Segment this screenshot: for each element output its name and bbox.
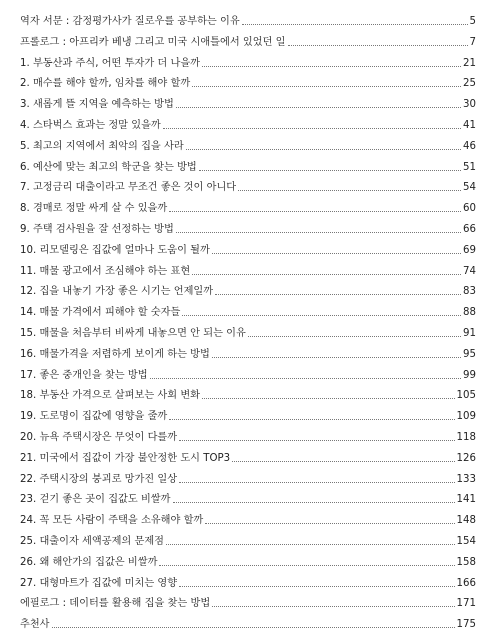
dot-leader: [202, 66, 461, 67]
toc-entry: [20, 511, 476, 527]
toc-entry-title: 17. 좋은 중개인을 찾는 방법: [20, 369, 148, 381]
toc-entry-title: 19. 도로명이 집값에 영향을 줄까: [20, 411, 168, 423]
toc-entry: [20, 449, 476, 465]
toc-entry-page: 21: [463, 57, 476, 69]
dot-leader: [232, 461, 454, 462]
toc-entry: [20, 532, 476, 548]
toc-entry-page: 30: [463, 99, 476, 111]
toc-entry: [20, 615, 476, 631]
dot-leader: [199, 170, 461, 171]
dot-leader: [150, 378, 461, 379]
toc-entry-page: 141: [456, 494, 476, 506]
toc-entry: [20, 574, 476, 590]
toc-entry-page: 148: [456, 515, 476, 527]
dot-leader: [159, 565, 454, 566]
toc-entry-page: 25: [463, 78, 476, 90]
dot-leader: [248, 336, 461, 337]
dot-leader: [212, 357, 461, 358]
toc-entry: [20, 490, 476, 506]
toc-entry-page: 99: [463, 369, 476, 381]
toc-entry: [20, 158, 476, 174]
toc-entry-page: 109: [456, 411, 476, 423]
toc-entry: [20, 282, 476, 298]
toc-entry-page: 7: [469, 36, 476, 48]
dot-leader: [186, 149, 461, 150]
dot-leader: [169, 211, 461, 212]
dot-leader: [238, 190, 461, 191]
toc-entry-title: 12. 집을 내놓기 가장 좋은 시기는 언제일까: [20, 286, 214, 298]
toc-entry-title: 16. 매물가격을 저렴하게 보이게 하는 방법: [20, 348, 210, 360]
toc-entry-title: 18. 부동산 가격으로 살펴보는 사회 변화: [20, 390, 201, 402]
toc-entry-page: 41: [463, 120, 476, 131]
toc-entry-page: 83: [463, 286, 476, 298]
toc-entry: [20, 428, 476, 444]
toc-entry-title: 4. 스타벅스 효과는 정말 있을까: [20, 120, 161, 131]
toc-entry-title: 프롤로그 : 아프리카 베냉 그리고 미국 시애틀에서 있었던 일: [20, 36, 286, 48]
toc-entry-title: 8. 경매로 정말 싸게 살 수 있을까: [20, 203, 168, 215]
toc-entry: [20, 324, 476, 340]
dot-leader: [176, 232, 461, 233]
toc-entry: [20, 386, 476, 402]
dot-leader: [173, 502, 455, 503]
toc-entry: [20, 594, 476, 610]
toc-entry-title: 에필로그 : 데이터를 활용해 집을 찾는 방법: [20, 598, 211, 610]
toc-entry-page: 66: [463, 224, 476, 235]
toc-entry-page: 46: [463, 140, 476, 152]
dot-leader: [179, 586, 454, 587]
toc-entry-title: 9. 주택 검사원을 잘 선정하는 방법: [20, 224, 174, 235]
toc-entry: [20, 54, 476, 70]
dot-leader: [192, 86, 461, 87]
toc-entry-title: 10. 리모델링은 집값에 얼마나 도움이 될까: [20, 244, 210, 256]
toc-entry-page: 5: [469, 16, 476, 27]
toc-entry-title: 역자 서문 : 감정평가사가 질로우를 공부하는 이유: [20, 16, 240, 27]
toc-entry: [20, 74, 476, 90]
toc-entry: [20, 262, 476, 278]
toc-entry-title: 11. 매물 광고에서 조심해야 하는 표현: [20, 265, 191, 277]
toc-entry-title: 25. 대출이자 세액공제의 문제점: [20, 536, 165, 547]
toc-entry-page: 118: [456, 432, 476, 443]
dot-leader: [179, 440, 454, 441]
toc-entry: [20, 407, 476, 423]
toc-entry-page: 95: [463, 348, 476, 360]
toc-entry: [20, 116, 476, 132]
toc-entry: [20, 220, 476, 236]
dot-leader: [212, 253, 461, 254]
toc-entry-page: 171: [456, 598, 476, 610]
dot-leader: [166, 544, 455, 545]
dot-leader: [52, 627, 455, 628]
dot-leader: [179, 482, 454, 483]
dot-leader: [202, 398, 455, 399]
toc-entry-page: 69: [463, 244, 476, 256]
toc-entry: [20, 12, 476, 28]
toc-entry: [20, 303, 476, 319]
dot-leader: [212, 606, 454, 607]
toc-entry: [20, 137, 476, 153]
toc-entry-page: 105: [456, 390, 476, 402]
toc-entry-title: 24. 꼭 모든 사람이 주택을 소유해야 할까: [20, 515, 204, 527]
toc-entry-title: 21. 미국에서 집값이 가장 불안정한 도시 TOP3: [20, 452, 231, 464]
toc-entry-title: 6. 예산에 맞는 최고의 학군을 찾는 방법: [20, 161, 197, 173]
toc-entry-title: 26. 왜 해안가의 집값은 비쌀까: [20, 556, 158, 568]
toc-entry-page: 133: [456, 473, 476, 485]
toc-entry-title: 23. 걷기 좋은 곳이 집값도 비쌀까: [20, 494, 171, 506]
toc-entry: [20, 33, 476, 49]
toc-entry-page: 88: [463, 307, 476, 319]
toc-entry-title: 22. 주택시장의 붕괴로 망가진 일상: [20, 473, 178, 485]
toc-entry-page: 166: [456, 577, 476, 589]
dot-leader: [192, 274, 461, 275]
toc-entry: [20, 241, 476, 257]
toc-entry-title: 15. 매물을 처음부터 비싸게 내놓으면 안 되는 이유: [20, 328, 246, 339]
toc-entry-title: 3. 새롭게 뜰 지역을 예측하는 방법: [20, 99, 174, 111]
toc-entry: [20, 178, 476, 194]
toc-entry: [20, 95, 476, 111]
toc-entry-page: 60: [463, 203, 476, 215]
dot-leader: [288, 45, 468, 46]
toc-entry: [20, 470, 476, 486]
toc-entry-title: 5. 최고의 지역에서 최악의 집을 사라: [20, 140, 184, 152]
toc-entry-title: 2. 매수를 해야 할까, 임차를 해야 할까: [20, 78, 191, 90]
dot-leader: [163, 128, 461, 129]
dot-leader: [215, 294, 461, 295]
toc-entry-page: 51: [463, 161, 476, 173]
toc-entry-title: 27. 대형마트가 집값에 미치는 영향: [20, 577, 178, 589]
toc-entry: [20, 345, 476, 361]
dot-leader: [205, 523, 454, 524]
toc-entry-title: 7. 고정금리 대출이라고 무조건 좋은 것이 아니다: [20, 182, 237, 194]
toc-entry-title: 1. 부동산과 주식, 어떤 투자가 더 나을까: [20, 57, 201, 69]
dot-leader: [182, 315, 461, 316]
toc-entry: [20, 366, 476, 382]
dot-leader: [176, 107, 461, 108]
toc-entry-page: 175: [456, 619, 476, 631]
dot-leader: [242, 24, 468, 25]
toc-entry-page: 154: [456, 536, 476, 547]
toc-entry-title: 14. 매물 가격에서 피해야 할 숫자들: [20, 307, 181, 319]
toc-entry-page: 74: [463, 265, 476, 277]
toc-entry-page: 158: [456, 556, 476, 568]
toc-entry-title: 20. 뉴욕 주택시장은 무엇이 다를까: [20, 432, 178, 443]
toc-entry-page: 91: [463, 328, 476, 339]
toc-entry-title: 추천사: [20, 619, 50, 631]
toc-entry: [20, 553, 476, 569]
dot-leader: [169, 419, 454, 420]
toc-entry-page: 126: [456, 452, 476, 464]
toc-entry: [20, 199, 476, 215]
toc-entry-page: 54: [463, 182, 476, 194]
